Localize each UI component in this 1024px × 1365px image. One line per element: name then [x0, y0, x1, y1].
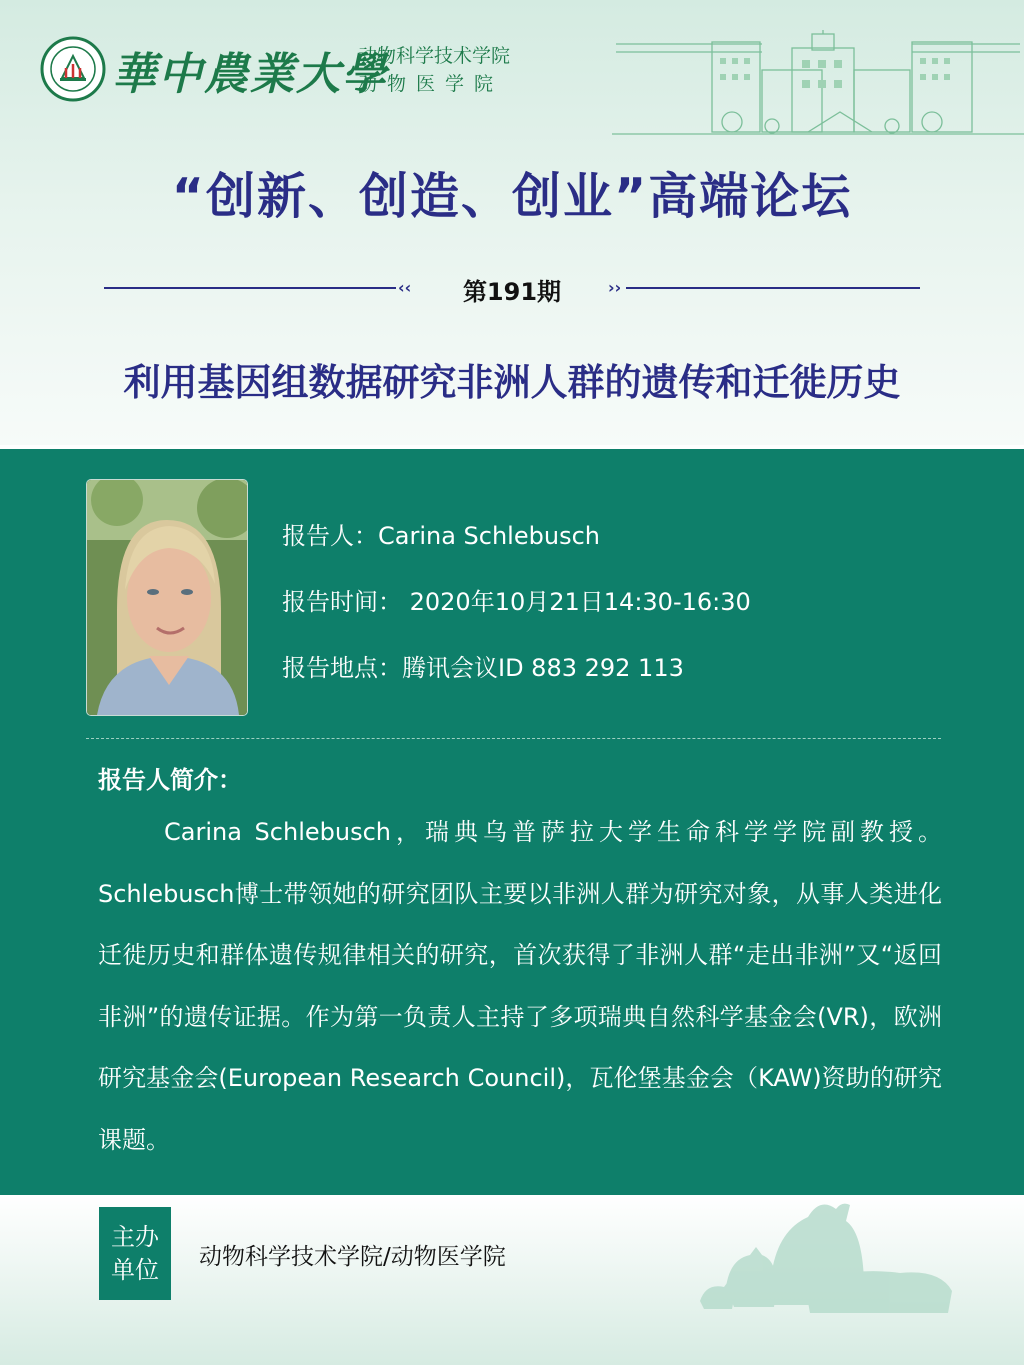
speaker-portrait: [86, 479, 248, 716]
university-name: 華中農業大學: [112, 49, 388, 100]
livestock-silhouettes-icon: [690, 1195, 1024, 1320]
bio-paragraph: Carina Schlebusch，瑞典乌普萨拉大学生命科学学院副教授。Schlebusch博士带领她的研究团队主要以非洲人群为研究对象，从事人类进化迁徙历史和群体遗传规律相关的研究，首次获得了非洲人群“走出非洲”又“返回非洲”的遗传证据。作为第一负责人主持了多项瑞典自然科学基金会(VR)，欧洲研究基金会(European Research Council)，瓦伦堡基金会（KAW)资助的研究课题。: [98, 818, 942, 1154]
bio-heading: 报告人简介：: [98, 766, 242, 794]
talk-title: 利用基因组数据研究非洲人群的遗传和迁徙历史: [123, 361, 901, 404]
talk-location: 报告地点：腾讯会议ID 883 292 113: [282, 654, 684, 682]
organizer-label-line2: 单位: [111, 1255, 159, 1284]
talk-time: 报告时间： 2020年10月21日14:30-16:30: [282, 588, 751, 616]
university-seal-icon: [40, 36, 106, 102]
college-name-line2: 动物医学院: [358, 73, 504, 95]
forum-title: “创新、创造、创业”高端论坛: [171, 168, 853, 225]
section-divider: [86, 738, 941, 739]
organizer-label-line1: 主办: [111, 1222, 159, 1251]
campus-building-icon: [612, 30, 1024, 142]
divider-right: [626, 287, 920, 289]
organizer-name: 动物科学技术学院/动物医学院: [199, 1244, 506, 1270]
chevron-right-icon: ››: [608, 278, 622, 297]
bio-text: [98, 802, 942, 1171]
speaker-name: 报告人：Carina Schlebusch: [282, 522, 600, 550]
issue-number: 第191期: [462, 278, 562, 306]
chevron-left-icon: ‹‹: [398, 278, 412, 297]
college-name-line1: 动物科学技术学院: [358, 45, 511, 67]
organizer-label: [99, 1207, 171, 1300]
